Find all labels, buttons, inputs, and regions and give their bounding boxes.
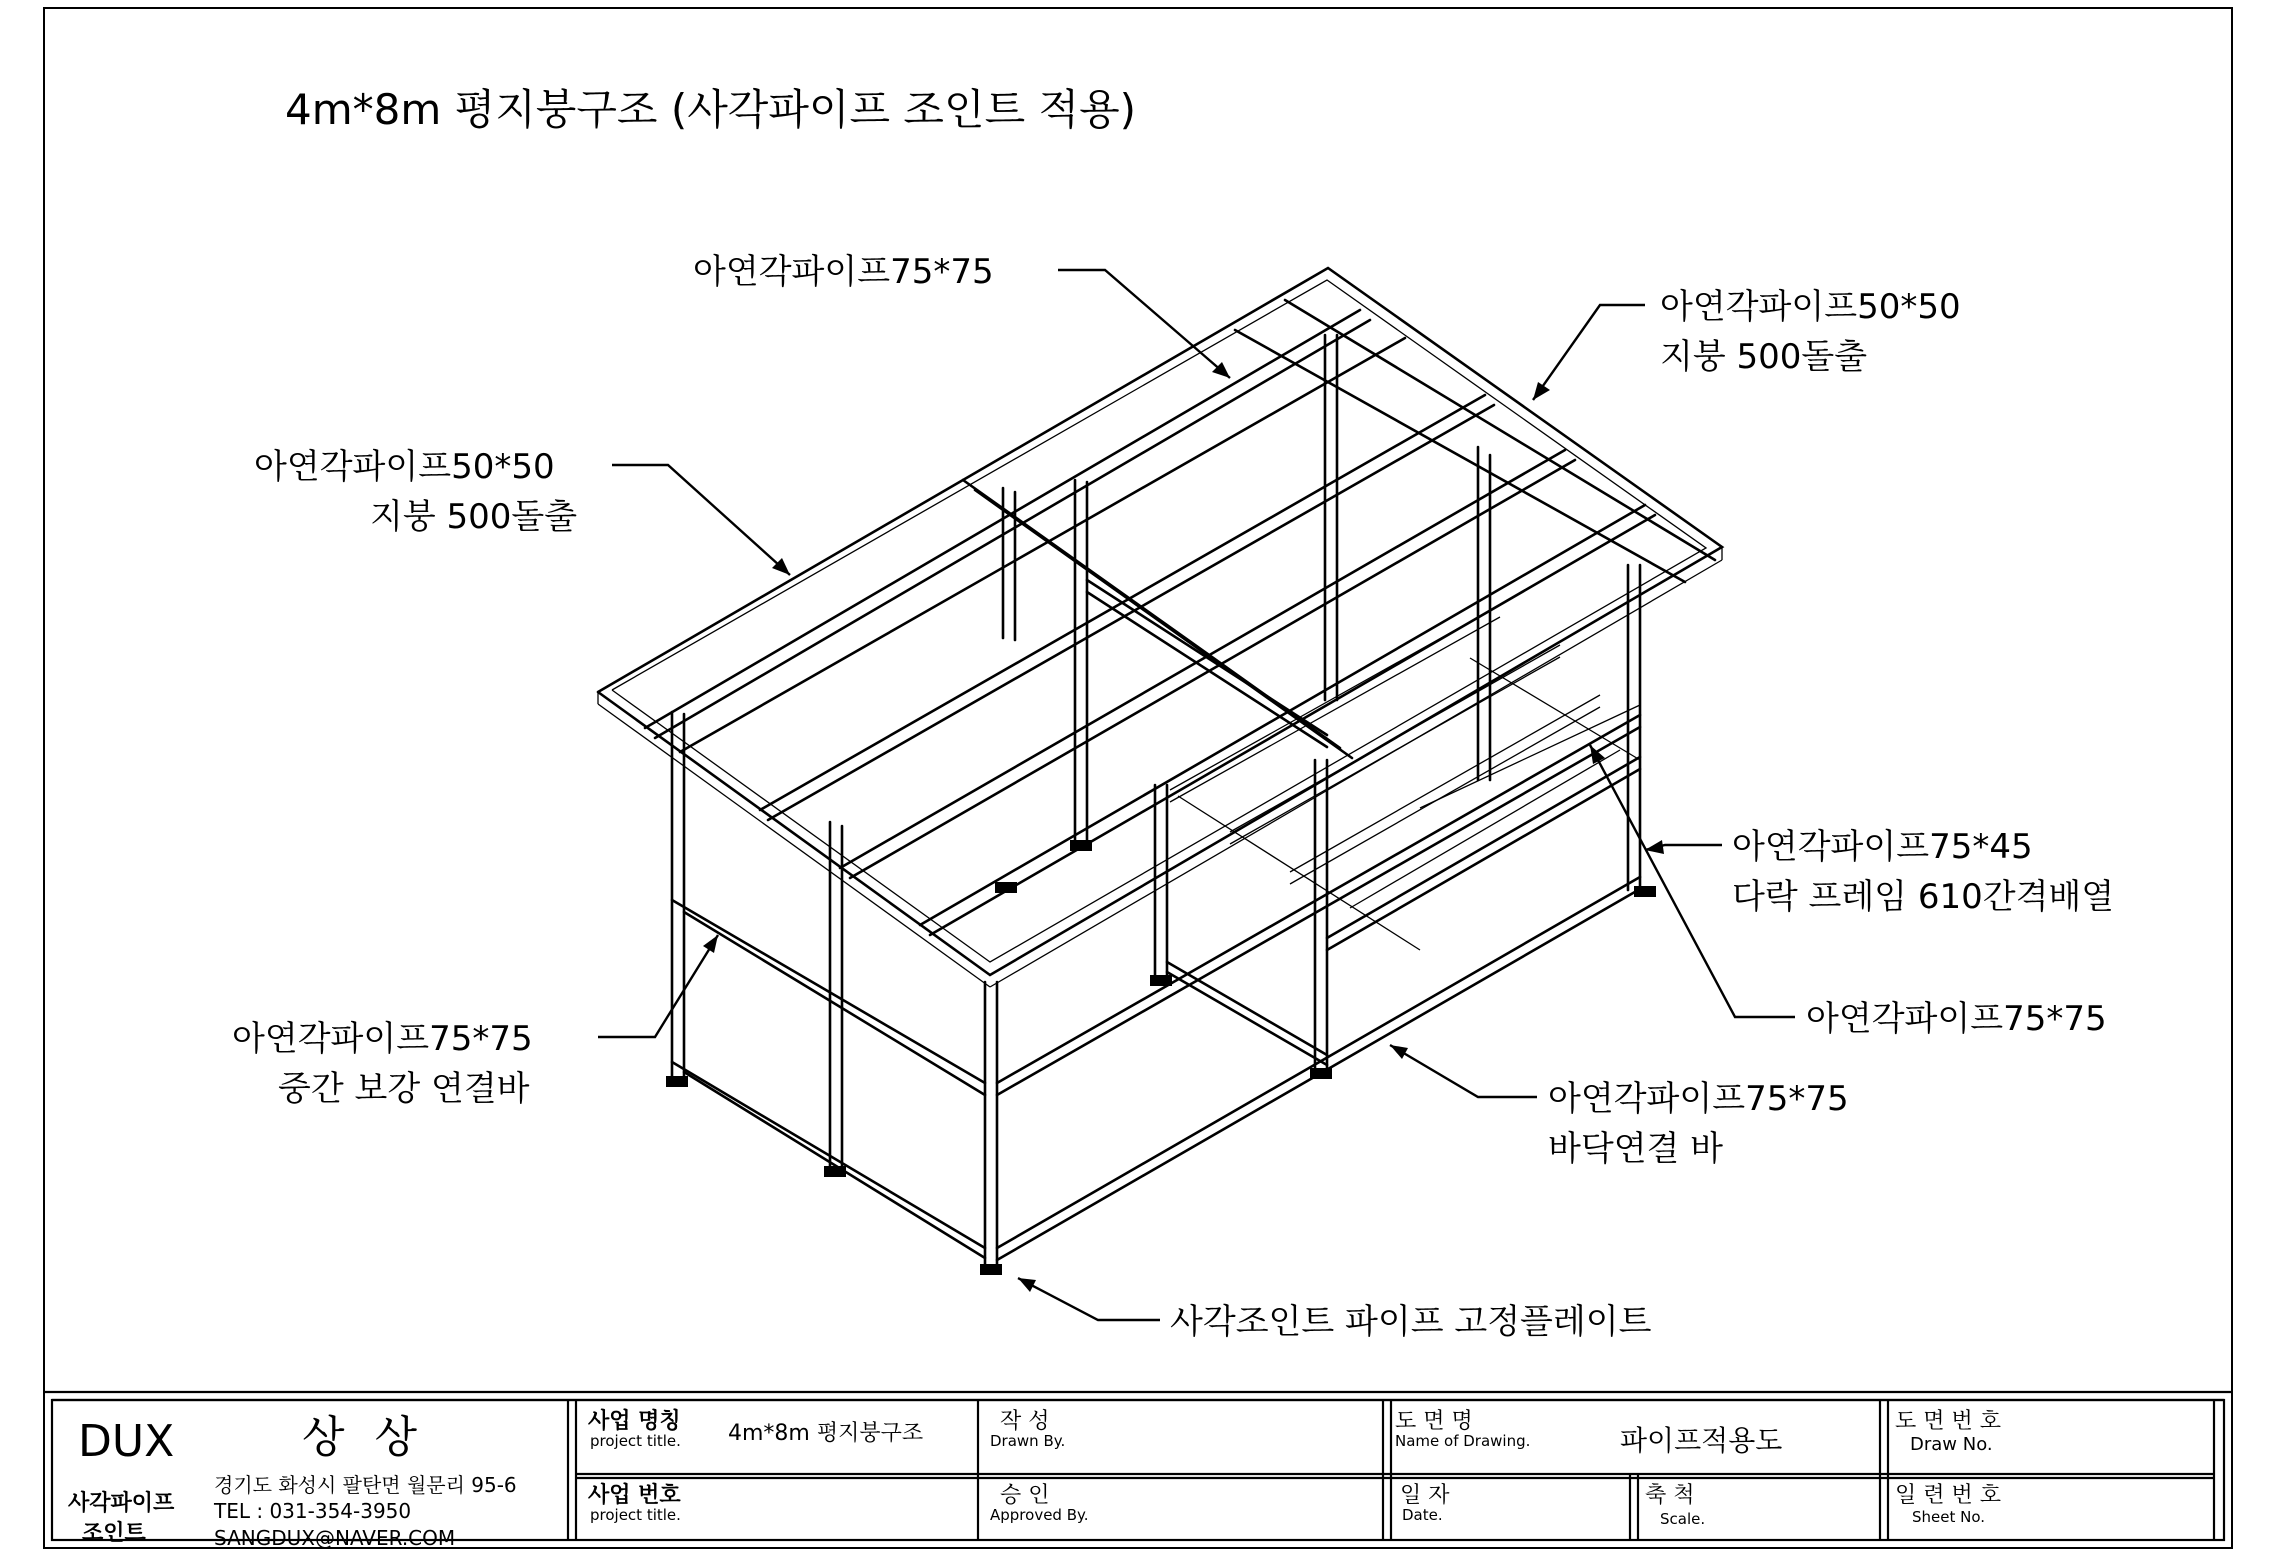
company-tel: TEL : 031-354-3950 <box>214 1499 412 1523</box>
project-name-sub: project title. <box>590 1432 681 1450</box>
project-no-label: 사업 번호 <box>588 1483 681 1508</box>
callout-right-roof-text-1: 아연각파이프50*50 <box>1660 287 1961 327</box>
callout-right-roof-text-2: 지붕 500돌출 <box>1660 337 1868 377</box>
drawn-sub: Drawn By. <box>990 1432 1066 1450</box>
callout-left-roof-text-1: 아연각파이프50*50 <box>254 447 555 487</box>
callout-left-roof <box>254 447 790 575</box>
division-line-1: 사각파이프 <box>68 1491 175 1516</box>
scale-sub: Scale. <box>1660 1510 1706 1528</box>
drawing-title: 4m*8m 평지붕구조 (사각파이프 조인트 적용) <box>285 85 1137 134</box>
callout-base-plate <box>1018 1278 1652 1342</box>
sheet-border <box>44 8 2232 1548</box>
drawing-name-value: 파이프적용도 <box>1620 1424 1783 1457</box>
callout-left-roof-text-2: 지붕 500돌출 <box>370 497 578 537</box>
company-address: 경기도 화성시 팔탄면 월문리 95-6 <box>214 1473 517 1497</box>
callout-right-roof <box>1533 287 1961 400</box>
approved-sub: Approved By. <box>990 1506 1089 1524</box>
callout-mid-brace-text-1: 아연각파이프75*75 <box>232 1019 533 1059</box>
callout-floor-frame-text-1: 아연각파이프75*45 <box>1732 827 2033 867</box>
date-label: 일 자 <box>1400 1483 1450 1508</box>
division-line-2: 조인트 <box>82 1521 146 1546</box>
callout-mid-brace-text-2: 중간 보강 연결바 <box>278 1069 530 1109</box>
project-name-value: 4m*8m 평지붕구조 <box>728 1421 924 1446</box>
company-logo: DUX <box>78 1416 175 1467</box>
drawing-no-sub: Draw No. <box>1910 1434 1993 1455</box>
sheet-no-label: 일 련 번 호 <box>1895 1483 2001 1508</box>
title-block <box>44 1392 2232 1550</box>
drawing-name-label: 도 면 명 <box>1395 1409 1473 1434</box>
approved-label: 승 인 <box>1000 1483 1050 1508</box>
project-no-sub: project title. <box>590 1506 681 1524</box>
callout-floor-bar-text-1: 아연각파이프75*75 <box>1548 1079 1849 1119</box>
base-plates <box>666 840 1656 1275</box>
callout-floor-frame-text-2: 다락 프레임 610간격배열 <box>1732 877 2115 917</box>
callout-floor-frame <box>1645 827 2114 917</box>
sheet-no-sub: Sheet No. <box>1912 1508 1986 1526</box>
date-sub: Date. <box>1402 1506 1443 1524</box>
drawing-no-label: 도 면 번 호 <box>1895 1409 2001 1434</box>
callout-top-beam <box>693 252 1230 378</box>
callout-top-beam-text: 아연각파이프75*75 <box>693 252 994 292</box>
structure-drawing <box>598 268 1722 1275</box>
roof-purlins <box>645 310 1655 935</box>
callout-mid-brace <box>232 935 718 1109</box>
drawn-label: 작 성 <box>1000 1409 1050 1434</box>
company-name: 상 상 <box>302 1412 425 1463</box>
company-email: SANGDUX@NAVER.COM <box>214 1526 456 1550</box>
callout-floor-bar <box>1390 1045 1849 1169</box>
callout-right-beam-text: 아연각파이프75*75 <box>1806 999 2107 1039</box>
callout-floor-bar-text-2: 바닥연결 바 <box>1548 1129 1724 1169</box>
loft-frame <box>1170 605 1640 950</box>
scale-label: 축 척 <box>1645 1483 1695 1508</box>
callout-base-plate-text: 사각조인트 파이프 고정플레이트 <box>1170 1302 1652 1342</box>
drawing-name-sub: Name of Drawing. <box>1395 1432 1531 1450</box>
project-name-label: 사업 명칭 <box>588 1409 681 1434</box>
